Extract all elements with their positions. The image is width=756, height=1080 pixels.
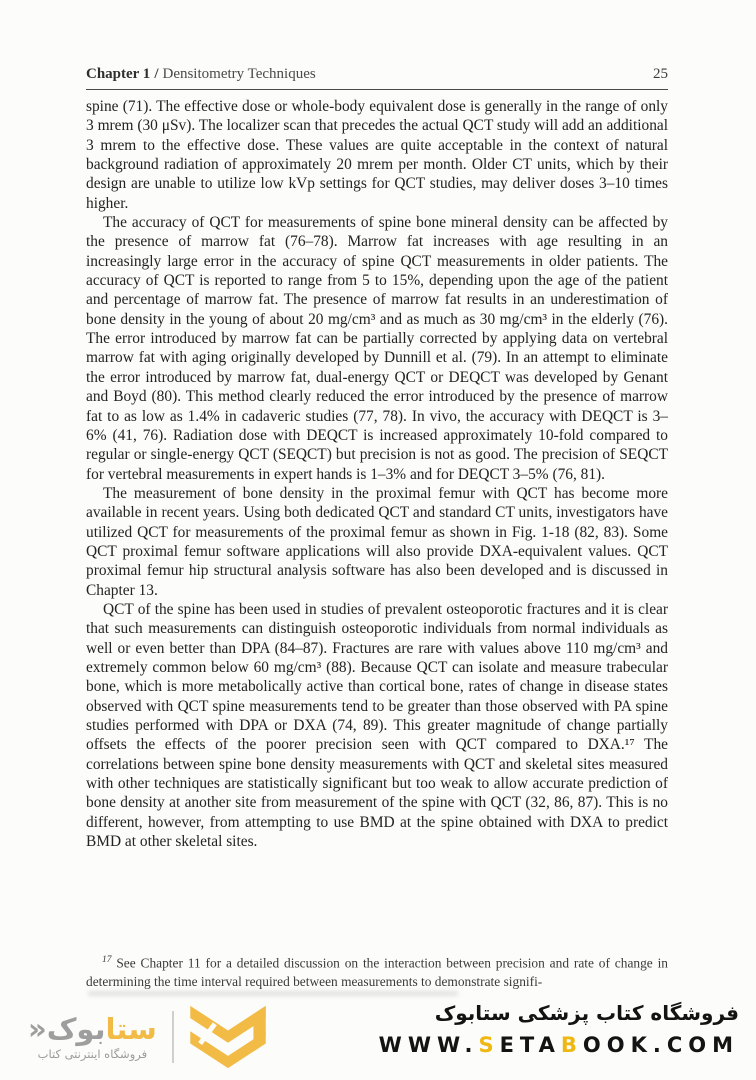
paragraph: spine (71). The effective dose or whole-body equivalent dose is generally in the range of only 3 mrem (30 μSv). The localizer scan that precedes the actual QCT study will add an additional 3 mrem to the effective dose. These values are quite acceptable in the context of natural background radiation of approximately 20 mrem per month. Older CT units, which by their design are unable to utilize low kVp settings for QCT studies, may deliver doses 3–10 times higher. — [86, 98, 668, 212]
url-part: OOK.COM — [582, 1033, 739, 1057]
page-header — [86, 66, 668, 90]
paragraph: QCT of the spine has been used in studies of prevalent osteoporotic fractures and it is clear that such measurements can distinguish osteoporotic individuals from normal individuals as well or even better than DPA (84–87). Fractures are rare with values above 110 mg/cm³ and extremely common below 60 mg/cm³ (88). Because QCT can isolate and measure trabecular bone, which is more metabolically active than cortical bone, rates of change in disease states observed with QCT spine measurements tend to be greater than those observed with PA spine studies performed with DPA or DXA (74, 89). This greater magnitude of change partially offsets the effects of the poorer precision seen with QCT compared to DXA.¹⁷ The correlations between spine bone density measurements with QCT and skeletal sites measured with other techniques are statistically significant but too weak to allow accurate prediction of bone density at another site from measurement of the spine with QCT (32, 86, 87). This is no different, however, from attempting to use BMD at the spine obtained with DXA to predict BMD at other skeletal sites. — [86, 600, 668, 851]
logo-subtitle: فروشگاه اینترنتی کتاب — [37, 1046, 148, 1061]
url-part: ETA — [499, 1033, 561, 1057]
paragraph: The measurement of bone density in the proximal femur with QCT has become more available in recent years. Using both dedicated QCT and standard CT units, investigators have utilized QCT for measurements of the proximal femur as shown in Fig. 1-18 (82, 83). Some QCT proximal femur software applications will also provide DXA-equivalent values. QCT proximal femur hip structural analysis software has also been developed and is discussed in Chapter 13. — [86, 484, 668, 599]
body-text — [86, 97, 668, 851]
url-accent-b: B — [560, 1033, 583, 1057]
chapter-label: Chapter 1 — [86, 66, 151, 82]
wordmark-guillemet: « — [28, 1011, 47, 1046]
store-info — [379, 1000, 739, 1057]
footnote — [86, 951, 668, 991]
footnote-marker: 17 — [102, 955, 112, 965]
logo-divider — [172, 1011, 174, 1063]
paragraph: The accuracy of QCT for measurements of spine bone mineral density can be affected by the presence of marrow fat (76–78). Marrow fat increases with age resulting in an increasingly large error in the accuracy of spine QCT measurements in older patients. The accuracy of QCT is reported to range from 5 to 15%, depending upon the age of the patient and percentage of marrow fat. The presence of marrow fat results in an underestimation of bone density in the young of about 20 mg/cm³ and as much as 30 mg/cm³ in the elderly (76). The error introduced by marrow fat can be partially corrected by applying data on vertebral marrow fat with aging originally developed by Dunnill et al. (79). In an attempt to eliminate the error introduced by marrow fat, dual-energy QCT or DEQCT was developed by Genant and Boyd (80). This method clearly reduced the error introduced by the presence of marrow fat to as low as 1.4% in cadaveric studies (77, 78). In vivo, the accuracy with DEQCT is 3–6% (41, 76). Radiation dose with DEQCT is increased approximately 10-fold compared to regular or single-energy QCT (SEQCT) but precision is not as good. The precision of SEQCT for vertebral measurements in expert hands is 1–3% and for DEQCT 3–5% (76, 81). — [86, 214, 668, 483]
url-part: WWW. — [378, 1033, 479, 1057]
url-accent-s: S — [478, 1033, 500, 1057]
running-head — [86, 66, 316, 83]
chapter-separator: / — [154, 66, 159, 82]
logo-wordmark — [28, 1011, 157, 1046]
setabook-logo — [28, 1004, 269, 1070]
wordmark-gray-part: بوک — [46, 1011, 106, 1046]
watermark-footer — [0, 996, 756, 1080]
page-number: 25 — [653, 66, 668, 82]
store-url — [379, 1033, 739, 1057]
logo-text — [28, 1011, 157, 1061]
wordmark-yellow-part: ستا — [105, 1011, 157, 1046]
setabook-chevron-icon — [187, 1004, 269, 1070]
footnote-text: See Chapter 11 for a detailed discussion on the interaction between precision and rate of change in determining the time interval required between measurements to demonstrate signifi- — [86, 955, 668, 990]
chapter-title: Densitometry Techniques — [162, 66, 316, 82]
store-name: فروشگاه کتاب پزشکی ستابوک — [434, 1001, 739, 1025]
